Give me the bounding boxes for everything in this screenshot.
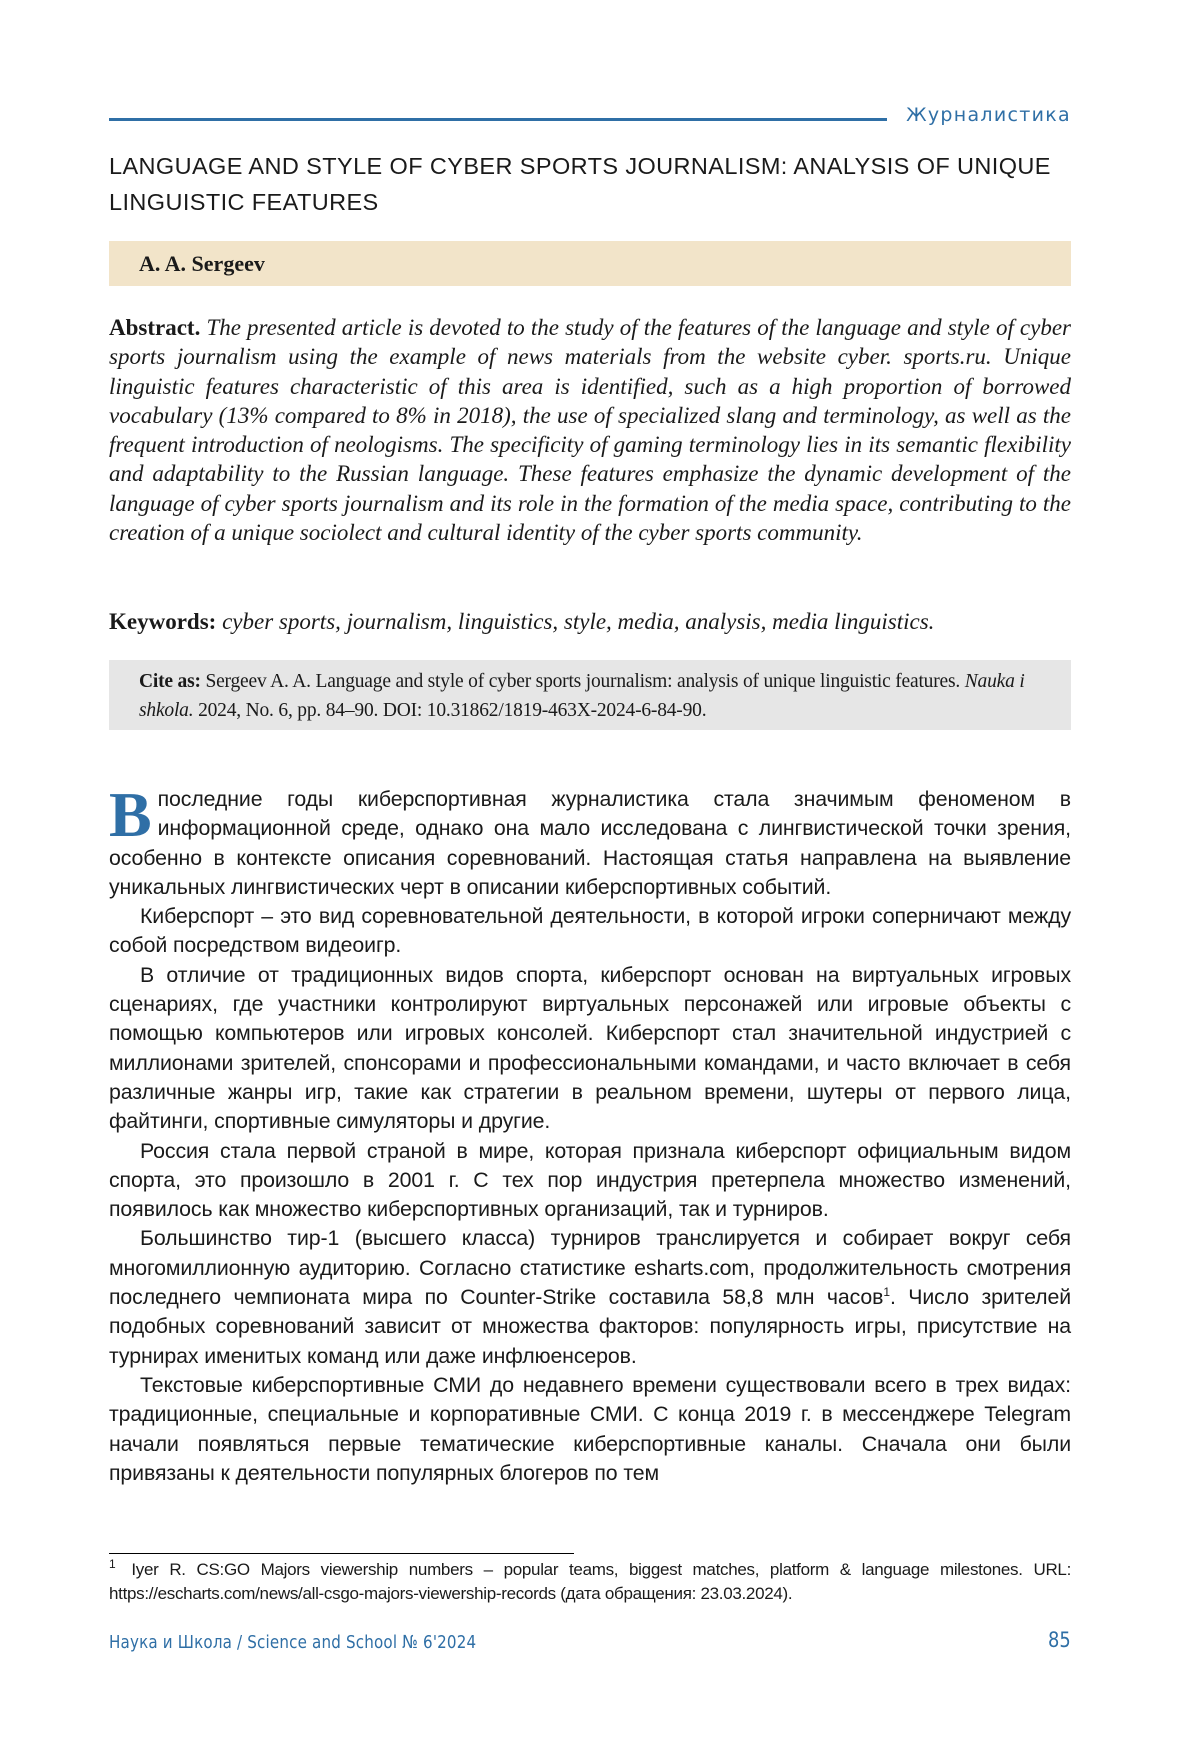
page-number: 85: [1048, 1628, 1071, 1652]
keywords-text: cyber sports, journalism, linguistics, style, media, analysis, media linguistics.: [222, 609, 935, 634]
cite-journal: Nauka i shkola.: [139, 671, 1025, 721]
section-header: [109, 104, 1071, 128]
paragraph-text: . Число зрителей подобных соревнований зависит от множества факторов: популярность игры, присутствие на турнирах именитых команд или даже инфлюенсеров.: [109, 1285, 1071, 1368]
paragraph-text: последние годы киберспортивная журналистика стала значимым феноменом в информационной среде, однако она мало исследована с лингвистической точки зрения, особенно в контексте описания соревнований. Настоящая статья направлена на выявление уникальных лингвистических черт в описании киберспортивных событий.: [109, 787, 1071, 899]
abstract-label: Abstract.: [109, 315, 201, 340]
footnote-number: 1: [109, 1557, 116, 1572]
paragraph: Текстовые киберспортивные СМИ до недавнего времени существовали всего в трех видах: традиционные, специальные и корпоративные СМИ. С конца 2019 г. в мессенджере Telegram начали появляться первые тематические киберспортивные каналы. Сначала они были привязаны к деятельности популярных блогеров по тем: [109, 1372, 1071, 1485]
footnote-ref[interactable]: 1: [883, 1284, 890, 1299]
abstract: [109, 313, 1071, 547]
abstract-text: The presented article is devoted to the study of the features of the language and style of cyber sports journalism using the example of news materials from the website cyber. sports.ru. Unique linguistic features characteristic of this area is identified, such as a high proportion of borrowed vocabulary (13% compared to 8% in 2018), the use of specialized slang and terminology, as well as the frequent introduction of neologisms. The specificity of gaming terminology lies in its semantic flexibility and adaptability to the Russian language. These features emphasize the dynamic development of the language of cyber sports journalism and its role in the formation of the media space, contributing to the creation of a unique sociolect and cultural identity of the cyber sports community.: [109, 315, 1072, 546]
citation: [139, 667, 1054, 725]
paragraph: В отличие от традиционных видов спорта, киберспорт основан на виртуальных игровых сценариях, где участники контролируют виртуальных персонажей или игровые объекты с помощью компьютеров или игровых консолей. Киберспорт стал значительной индустрией с миллионами зрителей, спонсорами и профессиональными командами, и часто включает в себя различные жанры игр, такие как стратегии в реальном времени, шутеры от первого лица, файтинги, спортивные симуляторы и другие.: [109, 962, 1071, 1134]
article-body: [109, 779, 1071, 1488]
paragraph-text: Большинство тир-1 (высшего класса) турниров транслируется и собирает вокруг себя многомиллионную аудиторию. Согласно статистике esharts.com, продолжительность смотрения последнего чемпионата мира по Counter-Strike составила 58,8 млн часов: [109, 1226, 1071, 1310]
cite-details: 2024, No. 6, pp. 84–90. DOI: 10.31862/1819-463X-2024-6-84-90.: [198, 700, 707, 721]
section-label: Журналистика: [906, 104, 1071, 126]
footnote-rule: [109, 1553, 574, 1554]
paragraph: Россия стала первой страной в мире, которая признала киберспорт официальным видом спорта, это произошло в 2001 г. С тех пор индустрия претерпела множество изменений, появилось как множество киберспортивных организаций, так и турниров.: [109, 1138, 1071, 1222]
header-rule: [109, 118, 887, 121]
author-bar: [109, 241, 1071, 286]
paragraph: Киберспорт – это вид соревновательной деятельности, в которой игроки соперничают между собой посредством видеоигр.: [109, 904, 1071, 958]
paragraph: [109, 779, 1071, 902]
article-title: [109, 148, 1071, 220]
cite-text: Sergeev A. A. Language and style of cyber sports journalism: analysis of unique linguistic features.: [205, 671, 961, 692]
title-line: LINGUISTIC FEATURES: [109, 189, 379, 215]
citation-box: [109, 660, 1071, 730]
paragraph: [109, 1224, 1071, 1370]
footnote-text: Iyer R. CS:GO Majors viewership numbers – popular teams, biggest matches, platform & language milestones. URL: https://escharts.com/news/all-csgo-majors-viewership-records (дата обращения: 23.03.2024).: [109, 1560, 1071, 1603]
title-line: LANGUAGE AND STYLE OF CYBER SPORTS JOURNALISM: ANALYSIS OF UNIQUE: [109, 153, 1051, 179]
cite-label: Cite as:: [139, 671, 201, 692]
keywords: [109, 607, 1089, 637]
journal-footer: Наука и Школа / Science and School № 6'2024: [109, 1632, 477, 1653]
drop-cap: В: [109, 779, 152, 850]
author-name: A. A. Sergeev: [139, 251, 265, 276]
keywords-label: Keywords:: [109, 609, 217, 634]
footnote: [109, 1558, 1071, 1606]
